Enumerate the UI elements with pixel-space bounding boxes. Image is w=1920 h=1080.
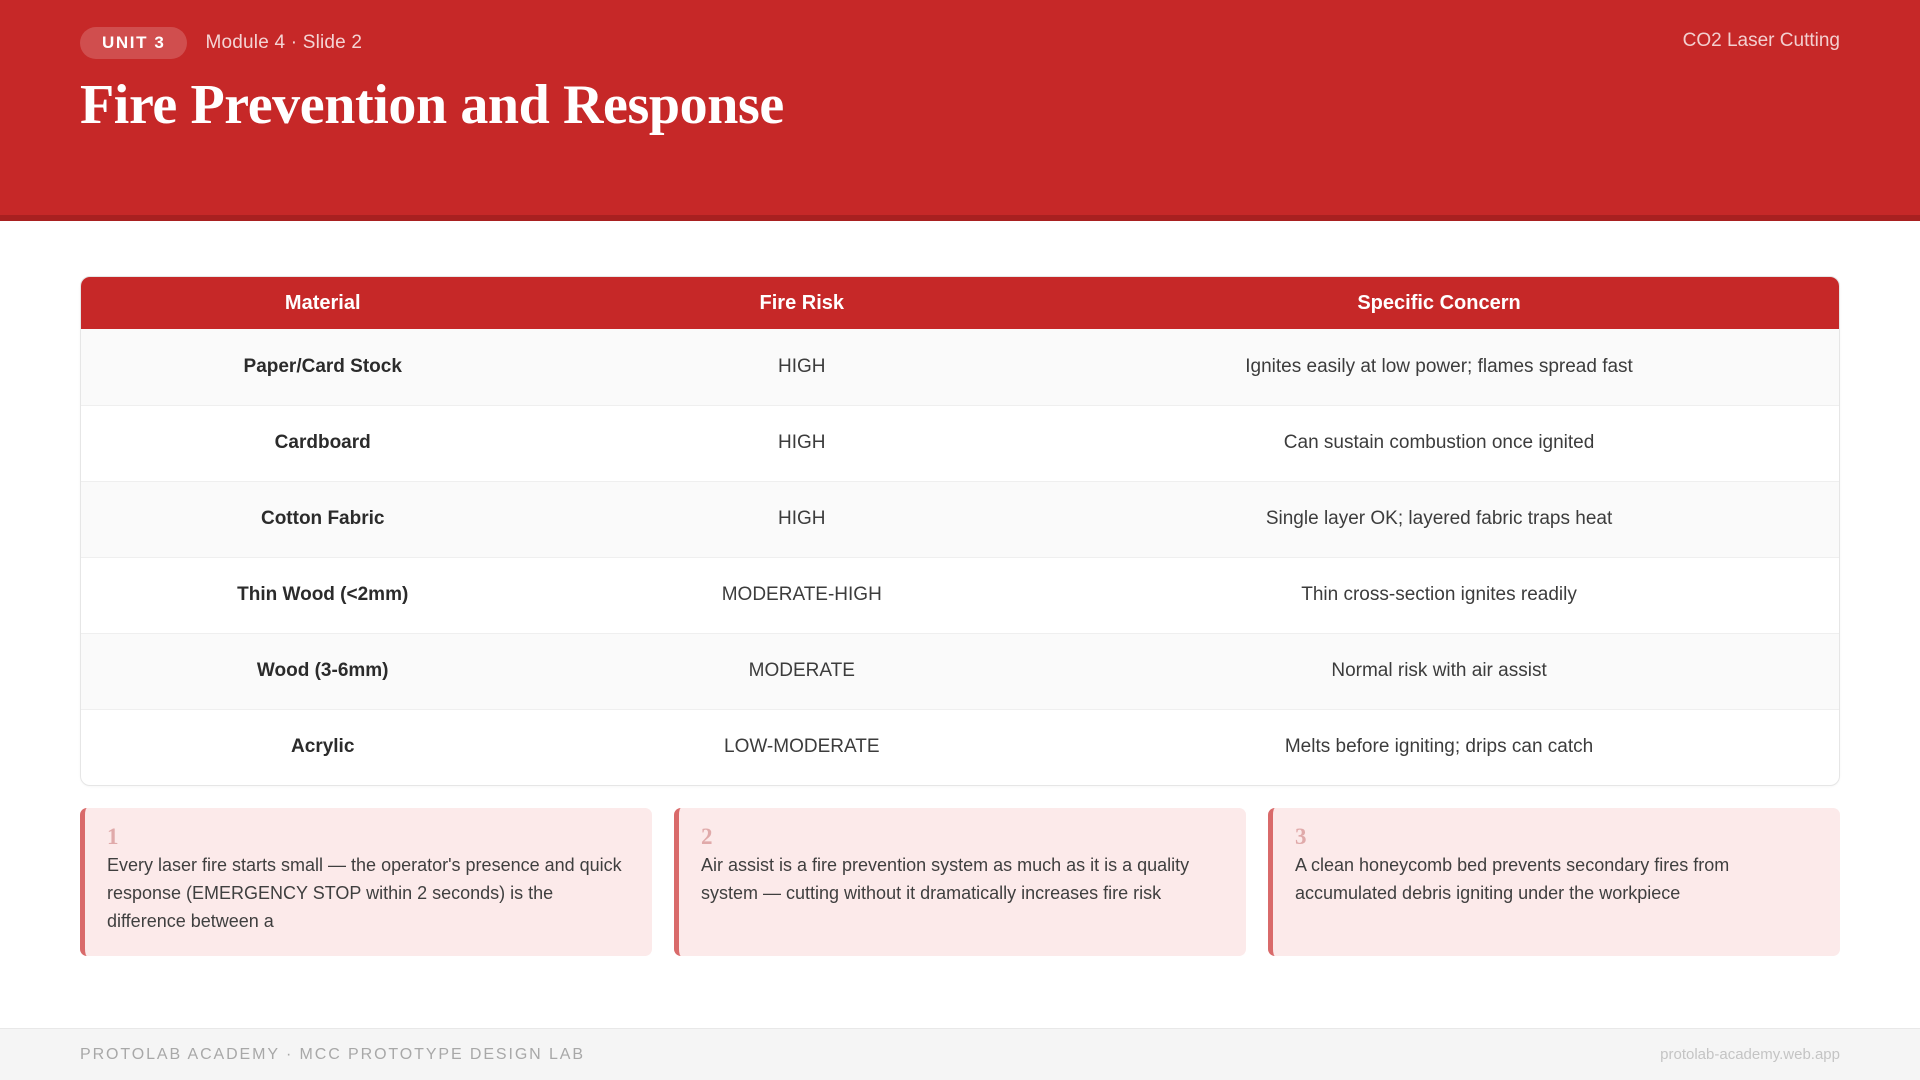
unit-badge: UNIT 3: [80, 27, 187, 59]
table-row: [81, 709, 1839, 785]
callout-text: Air assist is a fire prevention system as much as it is a quality system — cutting without it dramatically increases fire risk: [701, 855, 1190, 904]
material-risk-table-card: [80, 276, 1840, 786]
cell-fire-risk: MODERATE: [564, 633, 1039, 709]
cell-fire-risk: HIGH: [564, 405, 1039, 481]
breadcrumb: Module 4 · Slide 2: [205, 32, 363, 53]
callout-number: 1: [107, 824, 119, 849]
slide-footer: [0, 1028, 1920, 1080]
cell-specific-concern: Thin cross-section ignites readily: [1039, 557, 1839, 633]
cell-specific-concern: Single layer OK; layered fabric traps heat: [1039, 481, 1839, 557]
slide-header: [0, 0, 1920, 221]
page-title: Fire Prevention and Response: [80, 74, 784, 136]
column-header-material: Material: [81, 277, 564, 329]
cell-fire-risk: HIGH: [564, 481, 1039, 557]
cell-material: Cardboard: [81, 405, 564, 481]
table-row: [81, 633, 1839, 709]
callout-text: Every laser fire starts small — the operator's presence and quick response (EMERGENCY STOP within 2 seconds) is the difference between a: [107, 855, 622, 932]
column-header-specific-concern: Specific Concern: [1039, 277, 1839, 329]
cell-specific-concern: Can sustain combustion once ignited: [1039, 405, 1839, 481]
footer-org-label: PROTOLAB ACADEMY · MCC PROTOTYPE DESIGN LAB: [80, 1045, 585, 1063]
column-header-fire-risk: Fire Risk: [564, 277, 1039, 329]
callout-list: [80, 808, 1840, 956]
callout-text: A clean honeycomb bed prevents secondary fires from accumulated debris igniting under the workpiece: [1295, 855, 1730, 904]
cell-specific-concern: Melts before igniting; drips can catch: [1284, 736, 1594, 758]
cell-material: Acrylic: [291, 736, 355, 758]
slide-body: [0, 221, 1920, 1080]
cell-material: Wood (3-6mm): [81, 633, 564, 709]
table-head: [81, 277, 1839, 329]
cell-fire-risk: LOW-MODERATE: [724, 736, 880, 758]
table-row: [81, 405, 1839, 481]
table-row: [81, 329, 1839, 405]
cell-fire-risk: HIGH: [564, 329, 1039, 405]
footer-url[interactable]: protolab-academy.web.app: [1660, 1046, 1840, 1063]
cell-material: Paper/Card Stock: [81, 329, 564, 405]
cell-material: Cotton Fabric: [81, 481, 564, 557]
cell-specific-concern: Ignites easily at low power; flames spread fast: [1039, 329, 1839, 405]
callout-number: 2: [701, 824, 713, 849]
cell-fire-risk: MODERATE-HIGH: [564, 557, 1039, 633]
table-body: [81, 329, 1839, 785]
course-tag: CO2 Laser Cutting: [1682, 30, 1840, 51]
callout-card: [80, 808, 652, 956]
callout-card: [674, 808, 1246, 956]
header-eyebrow-row: [80, 26, 1840, 60]
callout-number: 3: [1295, 824, 1307, 849]
table-row: [81, 557, 1839, 633]
callout-card: [1268, 808, 1840, 956]
material-risk-table: [81, 277, 1839, 785]
cell-material: Thin Wood (<2mm): [81, 557, 564, 633]
cell-specific-concern: Normal risk with air assist: [1039, 633, 1839, 709]
table-header-row: [81, 277, 1839, 329]
table-row: [81, 481, 1839, 557]
